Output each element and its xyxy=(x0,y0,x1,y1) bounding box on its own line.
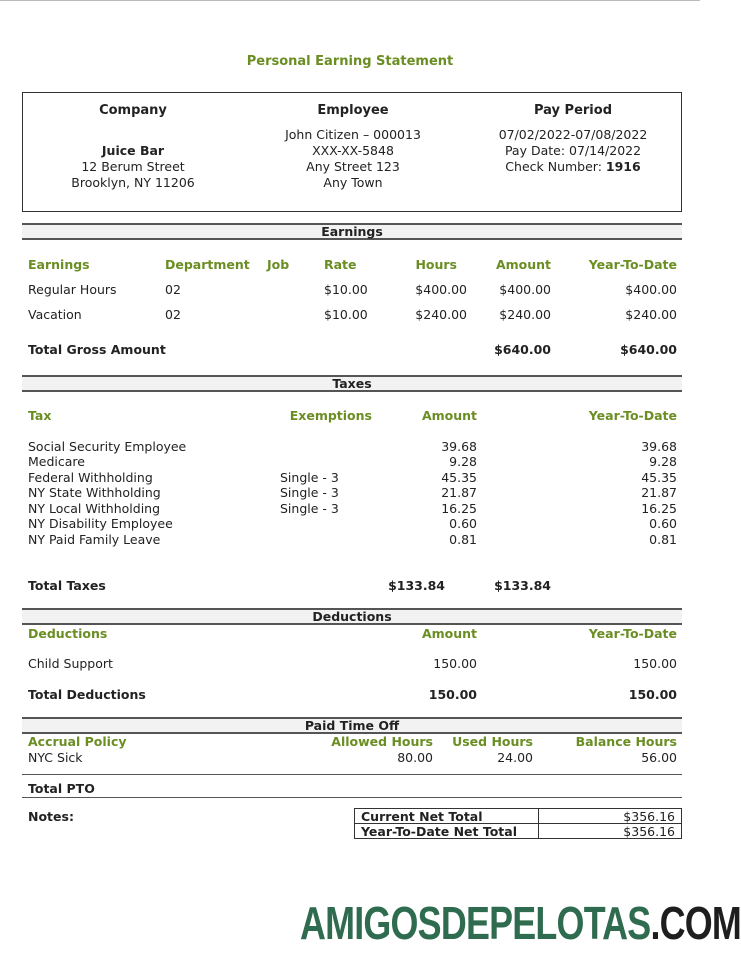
tax-amount: 0.60 xyxy=(449,516,477,531)
total-taxes-amount: $133.84 xyxy=(388,578,445,593)
earnings-col-hours: Hours xyxy=(415,257,457,272)
pto-section-bar: Paid Time Off xyxy=(22,717,682,734)
earnings-ytd: $240.00 xyxy=(625,307,677,322)
tax-ytd: 39.68 xyxy=(641,439,677,454)
pto-col-policy: Accrual Policy xyxy=(28,734,127,749)
employee-name-id: John Citizen – 000013 xyxy=(285,127,421,142)
watermark-tld: COM xyxy=(659,897,741,949)
earnings-name: Regular Hours xyxy=(28,282,117,297)
tax-ytd: 0.60 xyxy=(649,516,677,531)
earnings-col-ytd: Year-To-Date xyxy=(588,257,677,272)
pto-divider xyxy=(22,774,682,775)
tax-name: NY State Withholding xyxy=(28,485,161,500)
pay-date: Pay Date: 07/14/2022 xyxy=(504,143,642,158)
earnings-hours: $400.00 xyxy=(415,282,467,297)
pay-period-range: 07/02/2022-07/08/2022 xyxy=(498,127,648,142)
company-header: Company xyxy=(99,103,167,118)
earnings-col-earnings: Earnings xyxy=(28,257,90,272)
earnings-hours: $240.00 xyxy=(415,307,467,322)
earnings-amount: $400.00 xyxy=(499,282,551,297)
tax-name: NY Local Withholding xyxy=(28,501,161,516)
earnings-name: Vacation xyxy=(28,307,82,322)
earnings-col-department: Department xyxy=(165,257,250,272)
tax-exemptions: Single - 3 xyxy=(280,470,339,485)
tax-amount: 0.81 xyxy=(449,532,477,547)
earnings-col-amount: Amount xyxy=(495,257,551,272)
earnings-col-rate: Rate xyxy=(324,257,357,272)
total-gross-amount: $640.00 xyxy=(494,342,551,357)
header-info-box xyxy=(22,92,682,212)
pto-policy: NYC Sick xyxy=(28,750,83,765)
earnings-ytd: $400.00 xyxy=(625,282,677,297)
tax-ytd: 21.87 xyxy=(641,485,677,500)
taxes-col-exemptions: Exemptions xyxy=(289,408,372,423)
top-border xyxy=(0,0,700,1)
notes-divider xyxy=(22,797,682,798)
earnings-col-job: Job xyxy=(267,257,290,272)
employee-block xyxy=(243,103,463,191)
deductions-col-amount: Amount xyxy=(421,626,477,641)
earnings-rate: $10.00 xyxy=(324,282,368,297)
tax-ytd: 0.81 xyxy=(649,532,677,547)
tax-amount: 21.87 xyxy=(441,485,477,500)
company-name: Juice Bar xyxy=(101,143,165,158)
earnings-section-bar: Earnings xyxy=(22,223,682,240)
employee-town: Any Town xyxy=(323,175,383,190)
net-ytd-row xyxy=(355,824,682,839)
tax-exemptions: Single - 3 xyxy=(280,485,339,500)
pto-col-used: Used Hours xyxy=(452,734,533,749)
watermark-logo xyxy=(300,893,741,953)
taxes-col-ytd: Year-To-Date xyxy=(588,408,677,423)
total-pto-label: Total PTO xyxy=(28,781,95,796)
net-total-table xyxy=(354,808,682,839)
taxes-col-tax: Tax xyxy=(28,408,52,423)
notes-label: Notes: xyxy=(28,809,74,824)
company-street: 12 Berum Street xyxy=(81,159,185,174)
total-taxes-ytd: $133.84 xyxy=(494,578,551,593)
total-deductions-amount: 150.00 xyxy=(428,687,477,702)
tax-ytd: 45.35 xyxy=(641,470,677,485)
net-current-row xyxy=(355,809,682,824)
deductions-col-deductions: Deductions xyxy=(28,626,108,641)
taxes-col-amount: Amount xyxy=(421,408,477,423)
total-taxes-label: Total Taxes xyxy=(28,578,106,593)
tax-name: NY Disability Employee xyxy=(28,516,173,531)
deductions-col-ytd: Year-To-Date xyxy=(588,626,677,641)
total-gross-label: Total Gross Amount xyxy=(28,342,166,357)
tax-amount: 45.35 xyxy=(441,470,477,485)
tax-name: Federal Withholding xyxy=(28,470,153,485)
deductions-section-bar: Deductions xyxy=(22,608,682,625)
tax-amount: 39.68 xyxy=(441,439,477,454)
pto-col-allowed: Allowed Hours xyxy=(331,734,433,749)
earnings-department: 02 xyxy=(165,282,181,297)
company-city: Brooklyn, NY 11206 xyxy=(71,175,195,190)
pto-allowed: 80.00 xyxy=(397,750,433,765)
pto-col-balance: Balance Hours xyxy=(575,734,677,749)
earnings-department: 02 xyxy=(165,307,181,322)
total-deductions-label: Total Deductions xyxy=(28,687,146,702)
statement-title: Personal Earning Statement xyxy=(246,54,454,69)
employee-street: Any Street 123 xyxy=(306,159,400,174)
current-net-label: Current Net Total xyxy=(355,809,539,824)
company-block xyxy=(23,103,243,191)
pto-balance: 56.00 xyxy=(641,750,677,765)
watermark-main: AMIGOSDEPELOTAS xyxy=(300,897,651,949)
pay-period-block xyxy=(463,103,683,175)
employee-ssn: XXX-XX-5848 xyxy=(312,143,394,158)
taxes-section-bar: Taxes xyxy=(22,375,682,392)
deduction-ytd: 150.00 xyxy=(633,656,677,671)
tax-ytd: 16.25 xyxy=(641,501,677,516)
total-deductions-ytd: 150.00 xyxy=(628,687,677,702)
tax-name: Medicare xyxy=(28,454,85,469)
total-gross-ytd: $640.00 xyxy=(620,342,677,357)
current-net-value: $356.16 xyxy=(539,809,682,824)
earnings-rate: $10.00 xyxy=(324,307,368,322)
deduction-amount: 150.00 xyxy=(433,656,477,671)
employee-header: Employee xyxy=(317,103,389,118)
deduction-name: Child Support xyxy=(28,656,113,671)
tax-ytd: 9.28 xyxy=(649,454,677,469)
tax-amount: 9.28 xyxy=(449,454,477,469)
earnings-amount: $240.00 xyxy=(499,307,551,322)
tax-name: NY Paid Family Leave xyxy=(28,532,161,547)
tax-exemptions: Single - 3 xyxy=(280,501,339,516)
pay-period-header: Pay Period xyxy=(534,103,612,118)
ytd-net-value: $356.16 xyxy=(539,824,682,839)
tax-amount: 16.25 xyxy=(441,501,477,516)
pto-used: 24.00 xyxy=(497,750,533,765)
ytd-net-label: Year-To-Date Net Total xyxy=(355,824,539,839)
check-number: Check Number: 1916 xyxy=(505,159,641,174)
tax-name: Social Security Employee xyxy=(28,439,187,454)
watermark-dot: . xyxy=(650,897,660,949)
